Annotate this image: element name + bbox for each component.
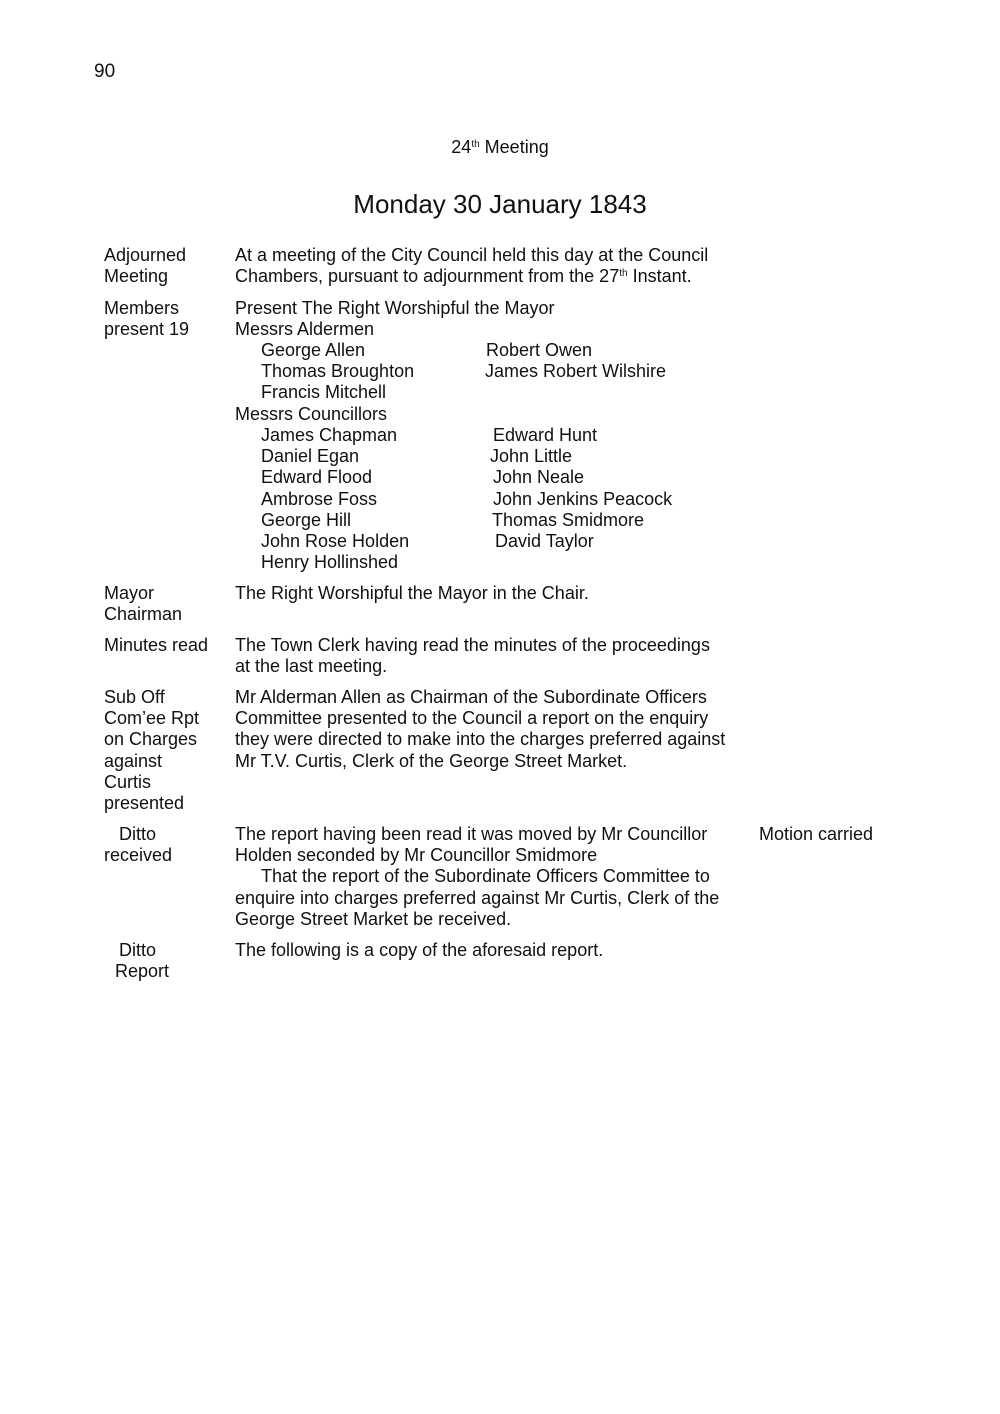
paragraph-line [235, 266, 708, 287]
paragraph-line: That the report of the Subordinate Officers Committee to [261, 866, 710, 887]
paragraph-mayor [235, 583, 589, 604]
list-item: George Hill [261, 509, 352, 530]
paragraph-line: The report having been read it was moved by Mr Councillor [235, 824, 708, 844]
paragraph-line: Mr T.V. Curtis, Clerk of the George Street Market. [235, 750, 628, 771]
paragraph-line: Holden seconded by Mr Councillor Smidmore [235, 845, 598, 866]
councillors-right-2: John Little [490, 446, 573, 466]
present-line: Present The Right Worshipful the Mayor [235, 298, 555, 318]
margin-note-ditto-received [104, 824, 172, 866]
paragraph-line: The Town Clerk having read the minutes of the proceedings [235, 635, 710, 655]
paragraph-line: George Street Market be received. [235, 908, 512, 929]
list-item: Thomas Broughton [261, 361, 415, 382]
paragraph-line: The following is a copy of the aforesaid report. [235, 940, 604, 960]
paragraph-line: at the last meeting. [235, 656, 388, 677]
ordinal-suffix: th [619, 268, 628, 280]
paragraph-line: At a meeting of the City Council held this day at the Council [235, 245, 709, 265]
margin-note-line: Curtis [104, 771, 152, 792]
paragraph-adjourned [235, 245, 708, 287]
councillors-list-left [261, 425, 409, 573]
aldermen-list-left [261, 340, 414, 404]
meeting-number-value: 24 [451, 137, 472, 157]
margin-note-line: Chairman [104, 604, 183, 625]
list-item: James Chapman [261, 425, 398, 445]
meeting-number-label: Meeting [484, 137, 549, 157]
list-item: Francis Mitchell [261, 382, 387, 403]
paragraph-line: Committee presented to the Council a report on the enquiry [235, 708, 709, 729]
margin-note-line: Meeting [104, 266, 169, 287]
margin-note-members [104, 298, 189, 340]
councillors-right-3: John Neale [493, 467, 585, 487]
margin-note-line: received [104, 845, 173, 866]
councillors-heading: Messrs Councillors [235, 404, 388, 424]
councillors-right-4: John Jenkins Peacock [493, 489, 673, 509]
paragraph-line: Mr Alderman Allen as Chairman of the Subordinate Officers [235, 687, 707, 707]
councillors-right-6: David Taylor [495, 531, 594, 551]
margin-note-line: Members [104, 298, 180, 318]
margin-note-ditto-report [104, 940, 169, 982]
margin-note-line: Ditto [119, 940, 157, 960]
margin-note-line: Com’ee Rpt [104, 708, 200, 729]
margin-note-motion-carried: Motion carried [759, 824, 874, 844]
list-item: Henry Hollinshed [261, 552, 399, 573]
paragraph-sub-off [235, 687, 725, 772]
aldermen-list-right-2: James Robert Wilshire [485, 361, 667, 381]
page-title: Monday 30 January 1843 [353, 189, 647, 219]
paragraph-minutes [235, 635, 710, 677]
margin-note-line: Adjourned [104, 245, 187, 265]
paragraph-ditto-received [235, 824, 719, 930]
meeting-number-suffix: th [471, 139, 480, 150]
paragraph-line: enquire into charges preferred against Mr Curtis, Clerk of the [235, 887, 720, 908]
margin-note-sub-off [104, 687, 199, 814]
line-text: Chambers, pursuant to adjournment from the 27 [235, 266, 620, 287]
list-item: John Rose Holden [261, 530, 410, 551]
margin-note-line: on Charges [104, 729, 198, 750]
margin-note-line: present 19 [104, 319, 190, 340]
page-number: 90 [94, 61, 116, 82]
councillors-right-1: Edward Hunt [493, 425, 598, 445]
meeting-number [0, 137, 1000, 158]
margin-note-line: Sub Off [104, 687, 165, 707]
list-item: Edward Flood [261, 467, 373, 488]
aldermen-heading: Messrs Aldermen [235, 319, 375, 339]
aldermen-list-right-1: Robert Owen [486, 340, 593, 360]
margin-note-line: presented [104, 792, 185, 813]
margin-note-mayor [104, 583, 182, 625]
paragraph-line: The Right Worshipful the Mayor in the Chair. [235, 583, 589, 603]
paragraph-line: they were directed to make into the charges preferred against [235, 729, 726, 750]
margin-note-line: Report [115, 961, 170, 982]
councillors-right-5: Thomas Smidmore [492, 510, 645, 530]
margin-note-line: Mayor [104, 583, 155, 603]
margin-note-line: Ditto [119, 824, 157, 844]
list-item: Ambrose Foss [261, 488, 378, 509]
paragraph-ditto-report [235, 940, 603, 961]
line-text: Instant. [627, 266, 692, 287]
list-item: George Allen [261, 340, 366, 360]
margin-note-line: Minutes read [104, 635, 209, 655]
margin-note-adjourned [104, 245, 186, 287]
margin-note-minutes [104, 635, 208, 656]
list-item: Daniel Egan [261, 446, 360, 467]
margin-note-line: against [104, 750, 163, 771]
